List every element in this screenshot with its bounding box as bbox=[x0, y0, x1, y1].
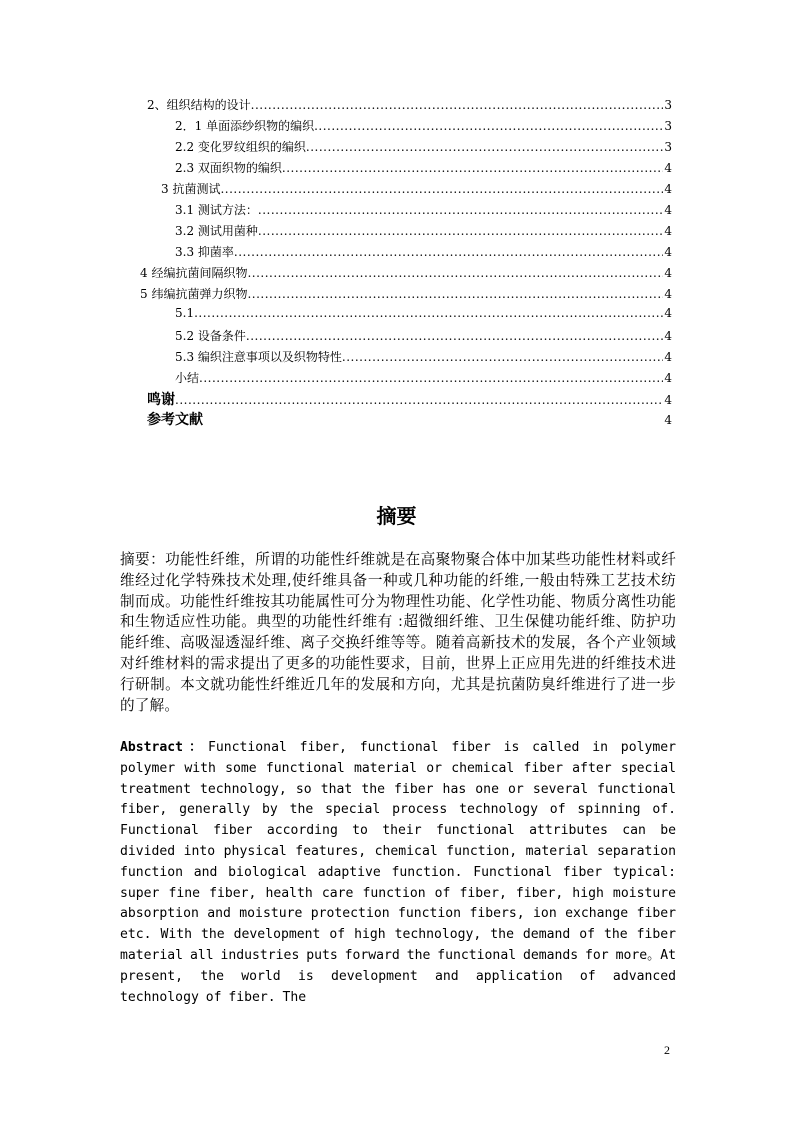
toc-entry[interactable] bbox=[147, 96, 672, 116]
toc-entry-label: 3 抗菌测试 bbox=[161, 182, 221, 196]
toc-leader bbox=[199, 371, 663, 385]
toc-entry[interactable] bbox=[175, 138, 672, 158]
toc-entry-label: 2.2 变化罗纹组织的编织 bbox=[175, 140, 306, 154]
toc-entry-page: 4 bbox=[664, 287, 672, 301]
toc-entry-label: 3.3 抑菌率 bbox=[175, 245, 234, 259]
toc-leader bbox=[194, 306, 663, 320]
toc-entry-label: 2．1 单面添纱织物的编织 bbox=[175, 119, 315, 133]
toc-entry[interactable] bbox=[175, 159, 672, 179]
toc-leader bbox=[247, 287, 663, 301]
toc-entry[interactable] bbox=[175, 201, 672, 221]
toc-entry-page: 4 bbox=[664, 182, 672, 196]
toc-entry[interactable] bbox=[175, 348, 672, 368]
toc-leader bbox=[306, 140, 663, 154]
toc-entry-label: 5.3 编织注意事项以及织物特性 bbox=[175, 350, 342, 364]
toc-entry-page: 4 bbox=[664, 393, 672, 407]
toc-entry-label: 5.1 bbox=[175, 306, 195, 320]
toc-entry-page: 4 bbox=[664, 329, 672, 343]
toc-entry-label: 4 经编抗菌间隔织物 bbox=[140, 266, 248, 280]
toc-entry-page: 3 bbox=[664, 98, 672, 112]
toc-leader bbox=[314, 119, 663, 133]
toc-entry-page: 4 bbox=[664, 245, 672, 259]
toc-leader bbox=[246, 329, 663, 343]
toc-entry-page: 4 bbox=[664, 266, 672, 280]
toc-entry[interactable] bbox=[147, 389, 672, 409]
toc-entry[interactable] bbox=[175, 369, 672, 389]
toc-entry-label: 3.1 测试方法： bbox=[175, 203, 258, 217]
toc-entry[interactable] bbox=[161, 180, 672, 200]
toc-entry-page: 4 bbox=[664, 203, 672, 217]
toc-entry-page: 4 bbox=[664, 306, 672, 320]
toc-entry-page: 4 bbox=[664, 371, 672, 385]
toc-entry-label: 2、组织结构的设计 bbox=[147, 98, 251, 112]
toc-leader bbox=[175, 393, 663, 407]
toc-entry-page: 3 bbox=[664, 140, 672, 154]
toc-entry-page: 4 bbox=[664, 350, 672, 364]
toc-entry[interactable] bbox=[175, 117, 672, 137]
english-abstract-label: Abstract： bbox=[120, 740, 208, 755]
toc-entry[interactable] bbox=[147, 409, 672, 429]
toc-entry-label: 5 纬编抗菌弹力织物 bbox=[140, 287, 248, 301]
toc-leader bbox=[342, 350, 663, 364]
toc-leader bbox=[258, 224, 663, 238]
toc-leader bbox=[258, 203, 663, 217]
abstract-heading: 摘要 bbox=[376, 504, 417, 528]
toc-entry[interactable] bbox=[175, 327, 672, 347]
toc-entry-label: 5.2 设备条件 bbox=[175, 329, 246, 343]
toc-entry-page: 4 bbox=[664, 413, 672, 427]
toc-entry[interactable] bbox=[140, 264, 672, 284]
toc-entry-page: 4 bbox=[664, 161, 672, 175]
toc-entry[interactable] bbox=[175, 243, 672, 263]
toc-entry-page: 4 bbox=[664, 224, 672, 238]
toc-entry-label: 鸣谢 bbox=[147, 392, 175, 408]
toc-entry-page: 3 bbox=[664, 119, 672, 133]
toc-entry[interactable] bbox=[175, 222, 672, 242]
toc-leader bbox=[251, 98, 664, 112]
toc-entry[interactable] bbox=[175, 306, 672, 326]
chinese-abstract: 摘要：功能性纤维，所谓的功能性纤维就是在高聚物聚合体中加某些功能性材料或纤维经过化学特殊技术处理,使纤维具备一种或几种功能的纤维,一般由特殊工艺技术纺制而成。功能性纤维按其功能属性可分为物理性功能、化学性功能、物质分离性功能和生物适应性功能。典型的功能性纤维有 :超微细纤维、卫生保健功能纤维、防护功能纤维、高吸湿透湿纤维、离子交换纤维等等。随着高新技术的发展，各个产业领域对纤维材料的需求提出了更多的功能性要求，目前，世界上正应用先进的纤维技术进行研制。本文就功能性纤维近几年的发展和方向，尤其是抗菌防臭纤维进行了进一步的了解。 bbox=[120, 551, 676, 714]
toc-entry-label: 小结 bbox=[175, 371, 200, 385]
toc-entry-label: 参考文献 bbox=[147, 412, 203, 428]
english-abstract-text: Functional fiber, functional fiber is called in polymer polymer with some functional material or chemical fiber after special treatment technology, so that the fiber has one or several functional fiber, generally by the special process technology of spinning of. Functional fiber according to their functional attributes can be divided into physical features, chemical function, material separation function and biological adaptive function. Functional fiber typical: super fine fiber, health care function of fiber, fiber, high moisture absorption and moisture protection function fibers, ion exchange fiber etc. With the development of high technology, the demand of the fiber material all industries puts forward the functional demands for more。At present, the world is development and application of advanced technology of fiber. The bbox=[120, 740, 676, 1005]
toc-leader bbox=[282, 161, 663, 175]
toc-leader bbox=[247, 266, 663, 280]
english-abstract bbox=[120, 738, 676, 1008]
toc-entry[interactable] bbox=[140, 285, 672, 305]
toc-leader bbox=[234, 245, 663, 259]
page-number: 2 bbox=[664, 1043, 670, 1057]
toc-entry-label: 2.3 双面织物的编织 bbox=[175, 161, 282, 175]
toc-entry-label: 3.2 测试用菌种 bbox=[175, 224, 258, 238]
toc-leader bbox=[220, 182, 663, 196]
